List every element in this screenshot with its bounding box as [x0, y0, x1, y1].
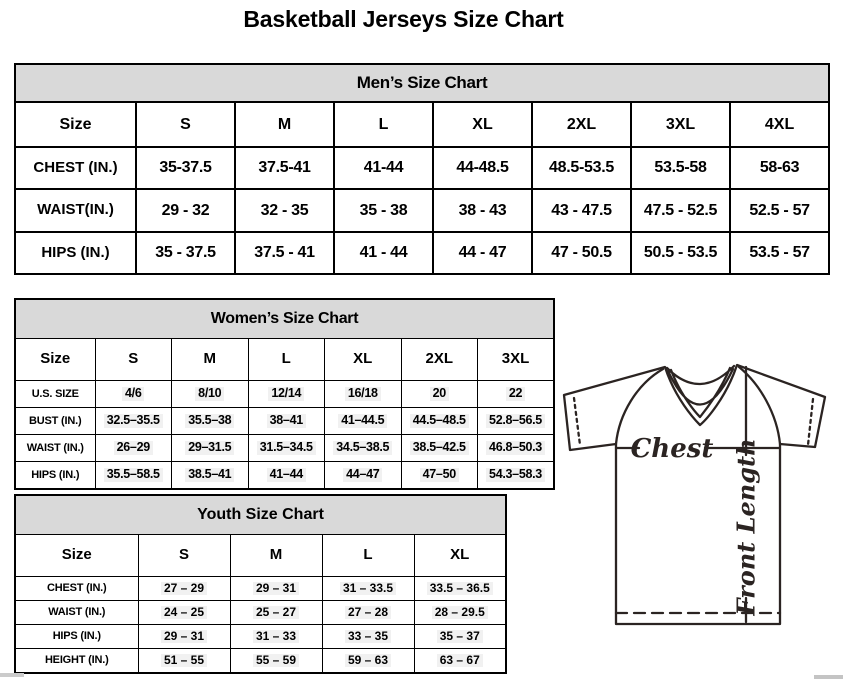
cell-value: 31.5–34.5 [257, 441, 316, 455]
horizontal-scrollbar-fragment-right[interactable] [814, 675, 843, 679]
women-cell [325, 462, 402, 490]
women-cell [401, 435, 478, 462]
women-cell [325, 408, 402, 435]
cell-value: 26–29 [114, 441, 153, 455]
youth-row-label: HIPS (IN.) [15, 625, 138, 649]
men-cell [235, 232, 334, 274]
women-column-header: L [248, 339, 325, 381]
women-cell [172, 435, 249, 462]
cell-value: 53.5 - 57 [749, 243, 810, 261]
youth-cell [230, 649, 322, 674]
men-cell [235, 147, 334, 189]
youth-cell [414, 649, 506, 674]
youth-cell [138, 601, 230, 625]
jersey-diagram [554, 354, 834, 636]
cell-value: 44–47 [343, 468, 382, 482]
cell-value: 8/10 [195, 387, 224, 401]
men-data-row [15, 232, 829, 274]
women-column-header: Size [15, 339, 95, 381]
women-row-label: HIPS (IN.) [15, 462, 95, 490]
youth-cell [138, 649, 230, 674]
women-cell [248, 435, 325, 462]
cell-value: 52.8–56.5 [486, 414, 545, 428]
men-cell [334, 232, 433, 274]
cell-value: 35.5–38 [185, 414, 234, 428]
youth-column-header: XL [414, 535, 506, 577]
cell-value: 54.3–58.3 [486, 468, 545, 482]
youth-column-header: L [322, 535, 414, 577]
women-data-row [15, 435, 554, 462]
cell-value: 20 [430, 387, 449, 401]
men-cell [730, 232, 829, 274]
cell-value: 41–44 [267, 468, 306, 482]
men-cell [730, 147, 829, 189]
women-cell [401, 462, 478, 490]
youth-cell [138, 577, 230, 601]
cell-value: 28 – 29.5 [432, 606, 488, 619]
cell-value: 31 – 33 [253, 630, 299, 643]
men-data-row [15, 147, 829, 189]
women-row-label: WAIST (IN.) [15, 435, 95, 462]
cell-value: 34.5–38.5 [333, 441, 392, 455]
cell-value: 29 – 31 [161, 630, 207, 643]
cell-value: 27 – 29 [161, 582, 207, 595]
men-cell [334, 147, 433, 189]
youth-column-header: Size [15, 535, 138, 577]
women-cell [248, 381, 325, 408]
women-row-label: U.S. SIZE [15, 381, 95, 408]
page-title: Basketball Jerseys Size Chart [243, 6, 564, 32]
men-row-label: WAIST(IN.) [15, 189, 136, 231]
men-cell [631, 232, 730, 274]
women-cell [95, 381, 172, 408]
women-data-row [15, 408, 554, 435]
cell-value: 32.5–35.5 [104, 414, 163, 428]
cell-value: 38.5–41 [185, 468, 234, 482]
cell-value: 29 – 31 [253, 582, 299, 595]
women-cell [478, 408, 555, 435]
cell-value: 48.5-53.5 [549, 159, 614, 177]
women-cell [325, 435, 402, 462]
youth-cell [322, 601, 414, 625]
youth-cell [414, 625, 506, 649]
cell-value: 35 – 37 [437, 630, 483, 643]
women-cell [401, 408, 478, 435]
cell-value: 22 [506, 387, 525, 401]
men-column-header: 4XL [730, 102, 829, 146]
youth-cell [322, 577, 414, 601]
women-chart-title: Women’s Size Chart [15, 299, 554, 339]
men-cell [433, 147, 532, 189]
youth-cell [230, 577, 322, 601]
men-cell [136, 189, 235, 231]
womens-size-chart-table [14, 298, 555, 490]
men-column-header: 3XL [631, 102, 730, 146]
men-cell [433, 189, 532, 231]
cell-value: 38 - 43 [458, 201, 507, 219]
women-cell [325, 381, 402, 408]
women-cell [478, 462, 555, 490]
women-column-header: XL [325, 339, 402, 381]
men-cell [235, 189, 334, 231]
women-data-row [15, 381, 554, 408]
youth-data-row [15, 649, 506, 674]
men-column-header: M [235, 102, 334, 146]
cell-value: 51 – 55 [161, 654, 207, 667]
youth-column-header: M [230, 535, 322, 577]
women-cell [172, 381, 249, 408]
cell-value: 38–41 [267, 414, 306, 428]
cell-value: 4/6 [122, 387, 144, 401]
men-cell [532, 147, 631, 189]
cell-value: 25 – 27 [253, 606, 299, 619]
horizontal-scrollbar-fragment-left[interactable] [0, 673, 24, 677]
cell-value: 38.5–42.5 [410, 441, 469, 455]
youth-cell [322, 649, 414, 674]
chest-label: Chest [630, 434, 714, 464]
cell-value: 44.5–48.5 [410, 414, 469, 428]
cell-value: 41–44.5 [338, 414, 387, 428]
youth-row-label: WAIST (IN.) [15, 601, 138, 625]
men-cell [433, 232, 532, 274]
youth-cell [322, 625, 414, 649]
men-row-label: CHEST (IN.) [15, 147, 136, 189]
cell-value: 44-48.5 [456, 159, 509, 177]
women-cell [172, 462, 249, 490]
cell-value: 52.5 - 57 [749, 201, 810, 219]
women-title-row [15, 299, 554, 339]
women-cell [248, 462, 325, 490]
men-column-header-row [15, 102, 829, 146]
men-cell [136, 147, 235, 189]
cell-value: 58-63 [759, 159, 800, 177]
women-data-row [15, 462, 554, 490]
men-column-header: XL [433, 102, 532, 146]
men-column-header: Size [15, 102, 136, 146]
cell-value: 63 – 67 [437, 654, 483, 667]
cell-value: 47–50 [420, 468, 459, 482]
cell-value: 32 - 35 [260, 201, 309, 219]
cell-value: 37.5-41 [258, 159, 311, 177]
women-cell [95, 462, 172, 490]
front-length-label: Front Length [731, 438, 761, 616]
youth-data-row [15, 601, 506, 625]
men-cell [136, 232, 235, 274]
women-row-label: BUST (IN.) [15, 408, 95, 435]
cell-value: 16/18 [345, 387, 381, 401]
cell-value: 31 – 33.5 [340, 582, 396, 595]
women-cell [172, 408, 249, 435]
youth-cell [138, 625, 230, 649]
youth-data-row [15, 577, 506, 601]
women-cell [478, 435, 555, 462]
cell-value: 46.8–50.3 [486, 441, 545, 455]
youth-cell [414, 601, 506, 625]
cell-value: 47 - 50.5 [551, 243, 612, 261]
men-column-header: S [136, 102, 235, 146]
cell-value: 37.5 - 41 [254, 243, 315, 261]
men-cell [532, 232, 631, 274]
women-cell [401, 381, 478, 408]
youth-row-label: HEIGHT (IN.) [15, 649, 138, 674]
youth-chart-title: Youth Size Chart [15, 495, 506, 535]
women-column-header: S [95, 339, 172, 381]
men-cell [334, 189, 433, 231]
women-column-header: 3XL [478, 339, 555, 381]
cell-value: 35-37.5 [159, 159, 212, 177]
cell-value: 47.5 - 52.5 [643, 201, 718, 219]
men-cell [631, 189, 730, 231]
women-cell [478, 381, 555, 408]
men-cell [631, 147, 730, 189]
men-column-header: L [334, 102, 433, 146]
women-column-header: 2XL [401, 339, 478, 381]
cell-value: 41-44 [363, 159, 404, 177]
cell-value: 24 – 25 [161, 606, 207, 619]
cell-value: 29–31.5 [185, 441, 234, 455]
youth-column-header-row [15, 535, 506, 577]
women-column-header: M [172, 339, 249, 381]
cell-value: 44 - 47 [458, 243, 507, 261]
men-column-header: 2XL [532, 102, 631, 146]
cell-value: 35 - 38 [359, 201, 408, 219]
cell-value: 50.5 - 53.5 [643, 243, 718, 261]
youth-cell [230, 625, 322, 649]
cell-value: 59 – 63 [345, 654, 391, 667]
mens-size-chart-table [14, 63, 830, 275]
men-title-row [15, 64, 829, 102]
cell-value: 53.5-58 [654, 159, 707, 177]
men-cell [532, 189, 631, 231]
cell-value: 35 - 37.5 [155, 243, 216, 261]
cell-value: 12/14 [268, 387, 304, 401]
youth-cell [414, 577, 506, 601]
women-cell [95, 408, 172, 435]
youth-size-chart-table [14, 494, 507, 674]
cell-value: 27 – 28 [345, 606, 391, 619]
men-row-label: HIPS (IN.) [15, 232, 136, 274]
youth-cell [230, 601, 322, 625]
cell-value: 41 - 44 [359, 243, 408, 261]
youth-row-label: CHEST (IN.) [15, 577, 138, 601]
youth-data-row [15, 625, 506, 649]
women-cell [95, 435, 172, 462]
women-cell [248, 408, 325, 435]
cell-value: 43 - 47.5 [551, 201, 612, 219]
youth-column-header: S [138, 535, 230, 577]
cell-value: 29 - 32 [161, 201, 210, 219]
youth-title-row [15, 495, 506, 535]
men-data-row [15, 189, 829, 231]
men-chart-title: Men’s Size Chart [15, 64, 829, 102]
cell-value: 55 – 59 [253, 654, 299, 667]
women-column-header-row [15, 339, 554, 381]
cell-value: 33 – 35 [345, 630, 391, 643]
men-cell [730, 189, 829, 231]
cell-value: 33.5 – 36.5 [427, 582, 493, 595]
cell-value: 35.5–58.5 [104, 468, 163, 482]
